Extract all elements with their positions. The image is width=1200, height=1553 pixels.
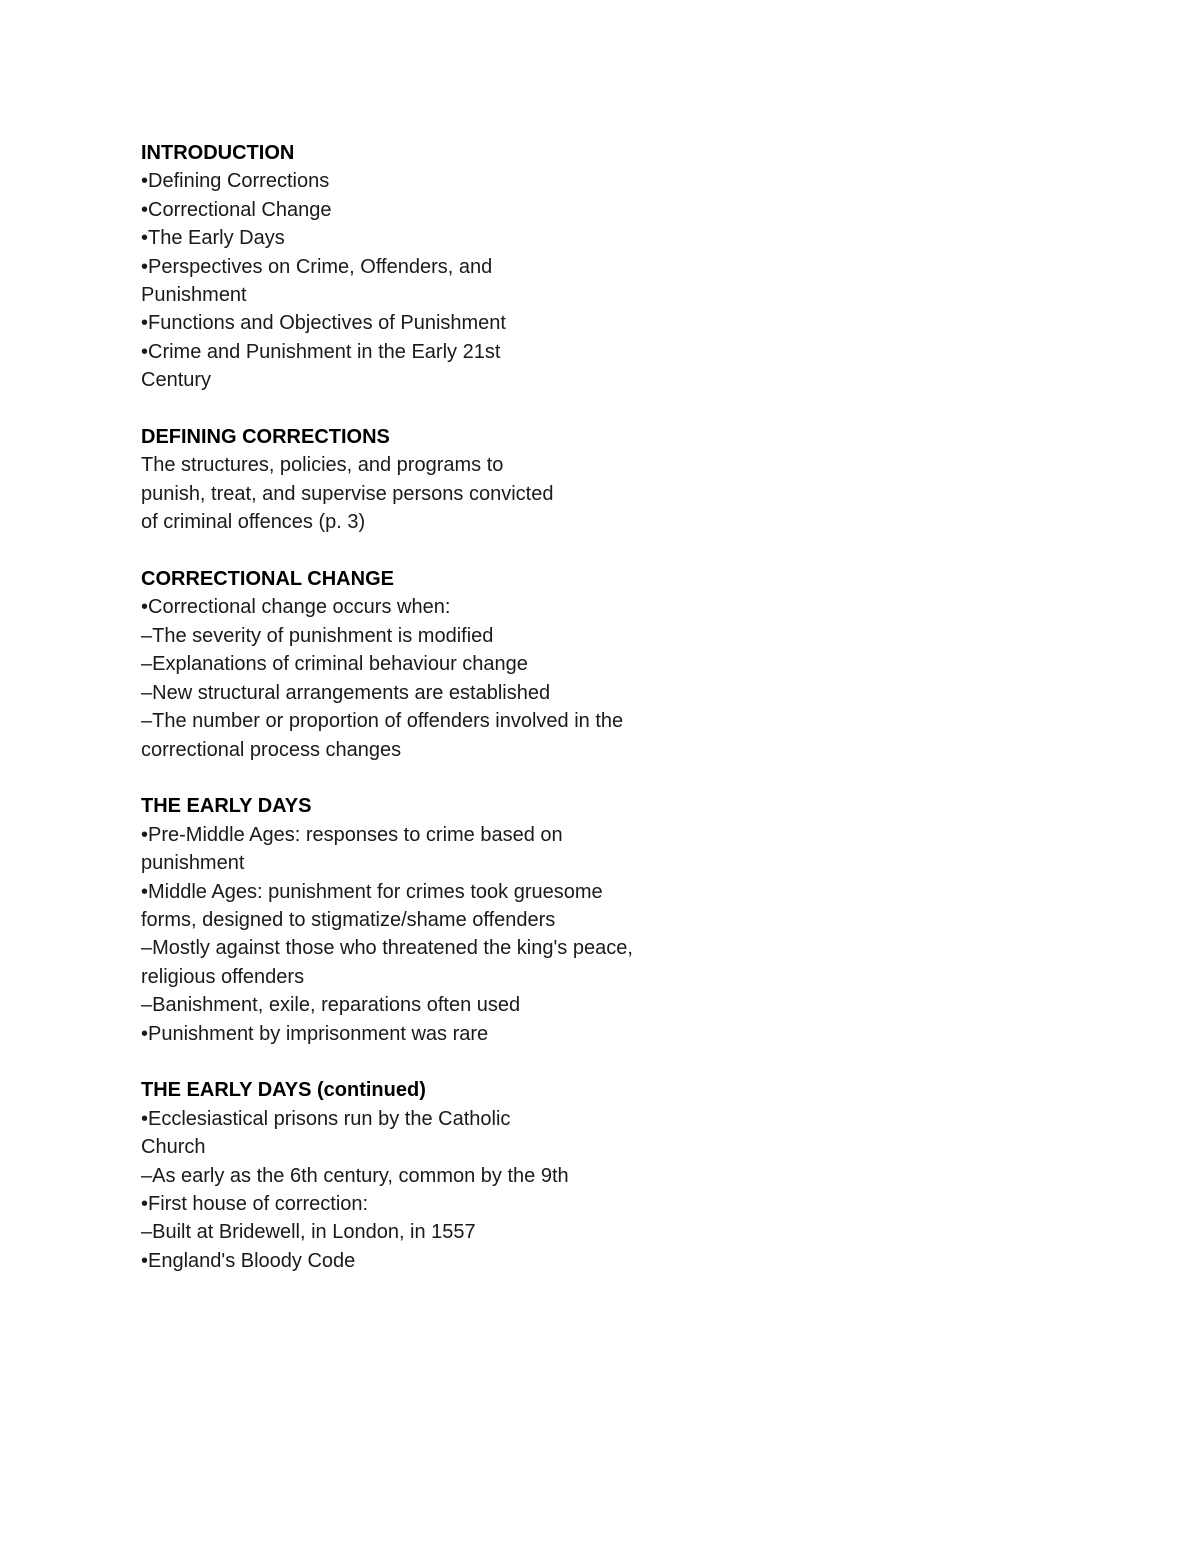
section-early-days [141, 792, 701, 1048]
outline-item: –Mostly against those who threatened the king's peace, [141, 937, 633, 960]
outline-item: •Pre-Middle Ages: responses to crime based on [141, 823, 563, 846]
outline-item: •Crime and Punishment in the Early 21st [141, 340, 501, 363]
section-introduction [141, 139, 701, 395]
body-line: punish, treat, and supervise persons convicted [141, 482, 554, 505]
outline-item: –The number or proportion of offenders involved in the [141, 710, 624, 733]
outline-item: •First house of correction: [141, 1192, 369, 1215]
outline-item: correctional process changes [141, 738, 402, 761]
outline-item: forms, designed to stigmatize/shame offenders [141, 908, 556, 931]
outline-item: Church [141, 1136, 206, 1159]
outline-item: –Banishment, exile, reparations often used [141, 994, 521, 1017]
outline-item: •Punishment by imprisonment was rare [141, 1022, 489, 1045]
section-heading: CORRECTIONAL CHANGE [141, 568, 394, 591]
section-heading: INTRODUCTION [141, 142, 295, 164]
outline-item: •Defining Corrections [141, 170, 330, 193]
outline-item: –Built at Bridewell, in London, in 1557 [141, 1221, 476, 1244]
outline-item: –As early as the 6th century, common by the 9th [141, 1164, 569, 1187]
outline-item: •Correctional change occurs when: [141, 596, 451, 619]
outline-item: •Ecclesiastical prisons run by the Catholic [141, 1107, 511, 1130]
outline-item: •The Early Days [141, 227, 285, 250]
section-defining-corrections [141, 423, 701, 537]
section-heading: THE EARLY DAYS (continued) [141, 1079, 426, 1102]
section-early-days-continued [141, 1076, 701, 1275]
outline-item: •Perspectives on Crime, Offenders, and [141, 255, 493, 278]
document-body [141, 139, 701, 1304]
outline-item: Punishment [141, 284, 247, 307]
outline-item: –New structural arrangements are established [141, 681, 551, 704]
outline-item: Century [141, 369, 212, 392]
outline-item: •England's Bloody Code [141, 1249, 356, 1272]
outline-item: –Explanations of criminal behaviour change [141, 653, 528, 676]
outline-item: religious offenders [141, 965, 305, 988]
outline-item: •Correctional Change [141, 198, 332, 221]
section-heading: DEFINING CORRECTIONS [141, 426, 390, 449]
section-heading: THE EARLY DAYS [141, 795, 312, 818]
section-correctional-change [141, 565, 701, 764]
body-line: of criminal offences (p. 3) [141, 511, 366, 534]
body-line: The structures, policies, and programs to [141, 454, 504, 477]
outline-item: –The severity of punishment is modified [141, 624, 494, 647]
outline-item: •Functions and Objectives of Punishment [141, 312, 506, 335]
outline-item: •Middle Ages: punishment for crimes took gruesome [141, 880, 603, 903]
outline-item: punishment [141, 852, 245, 875]
